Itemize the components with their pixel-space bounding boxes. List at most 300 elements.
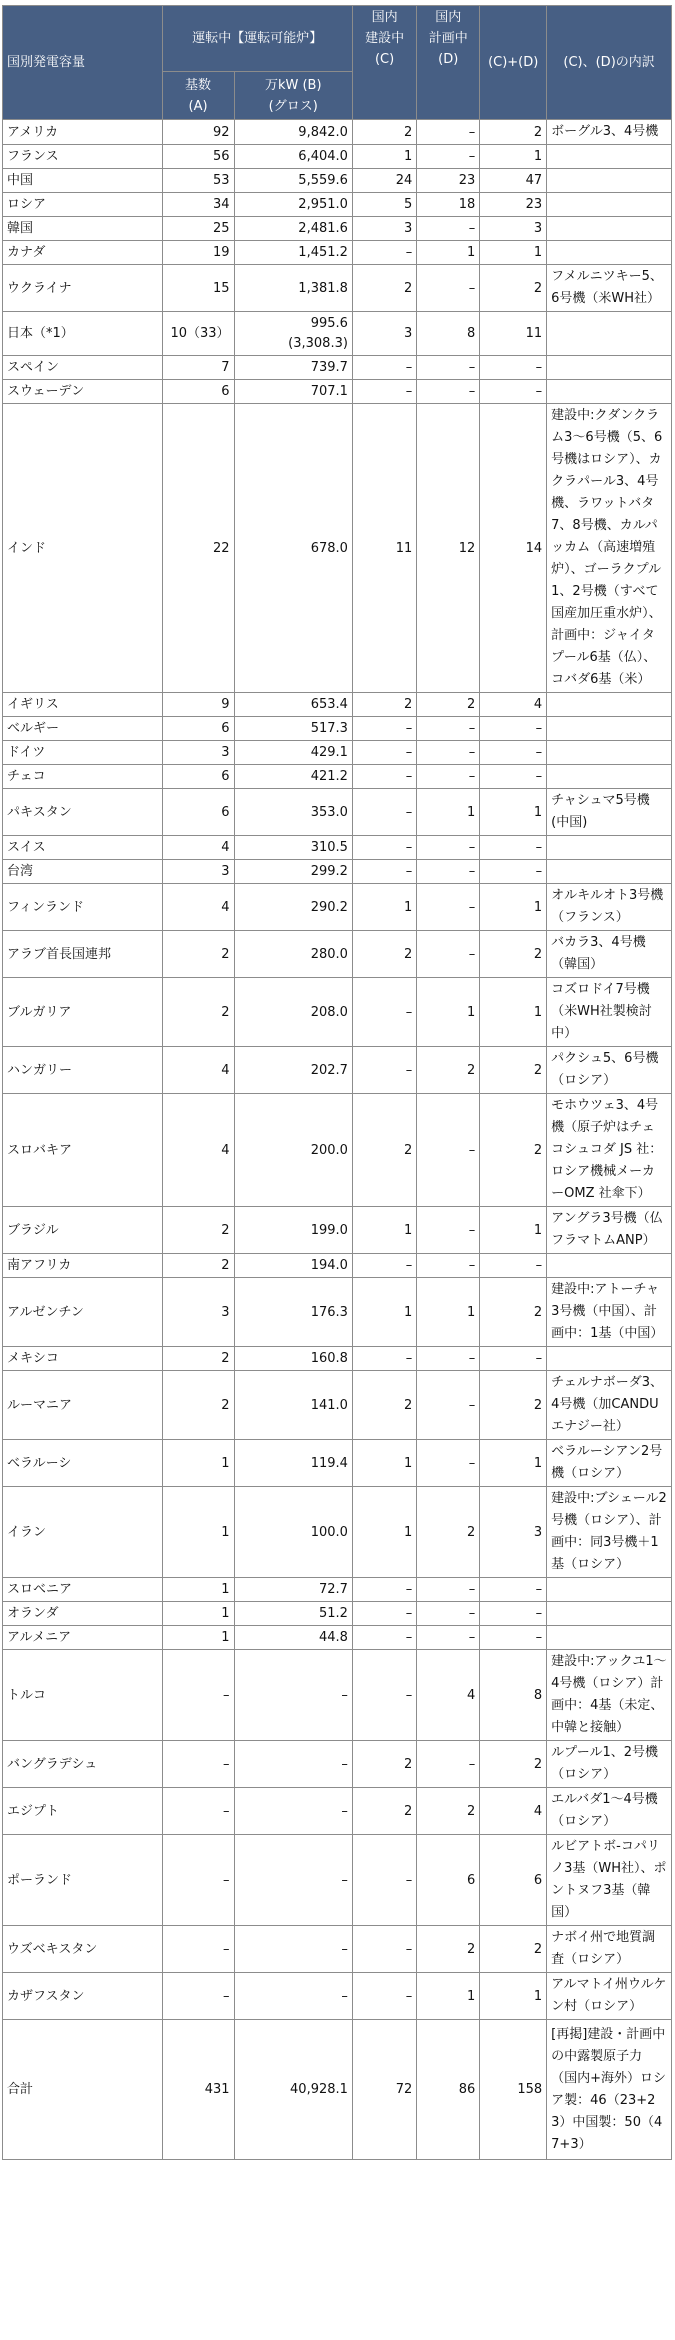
sum-cell: –	[480, 1602, 547, 1626]
planned-cell: –	[417, 860, 480, 884]
detail-cell: オルキルオト3号機（フランス）	[547, 884, 672, 931]
sum-cell: –	[480, 1578, 547, 1602]
table-row	[3, 717, 672, 741]
sum-cell: 2	[480, 1047, 547, 1094]
sum-cell: 2	[480, 120, 547, 145]
header-country: 国別発電容量	[3, 6, 163, 120]
planned-cell: 2	[417, 1788, 480, 1835]
planned-cell: –	[417, 1207, 480, 1254]
units-cell: –	[162, 1788, 234, 1835]
units-cell: 4	[162, 884, 234, 931]
planned-cell: 4	[417, 1650, 480, 1741]
construction-cell: 2	[352, 1094, 416, 1207]
units-cell: 431	[162, 2020, 234, 2160]
country-cell: ブラジル	[3, 1207, 163, 1254]
table-row	[3, 1487, 672, 1578]
header-sum: (C)+(D)	[480, 6, 547, 120]
detail-cell	[547, 217, 672, 241]
planned-cell: –	[417, 145, 480, 169]
units-cell: 1	[162, 1578, 234, 1602]
planned-cell: 1	[417, 241, 480, 265]
table-body	[3, 120, 672, 2160]
planned-cell: –	[417, 1578, 480, 1602]
country-cell: ルーマニア	[3, 1371, 163, 1440]
detail-cell	[547, 241, 672, 265]
capacity-cell: 40,928.1	[234, 2020, 352, 2160]
detail-cell: コズロドイ7号機（米WH社製検討中）	[547, 978, 672, 1047]
construction-cell: 2	[352, 120, 416, 145]
sum-cell: 1	[480, 241, 547, 265]
sum-cell: 1	[480, 1440, 547, 1487]
capacity-cell: 290.2	[234, 884, 352, 931]
capacity-cell: 429.1	[234, 741, 352, 765]
units-cell: 4	[162, 836, 234, 860]
detail-cell	[547, 1602, 672, 1626]
units-cell: 25	[162, 217, 234, 241]
capacity-cell: 517.3	[234, 717, 352, 741]
planned-cell: 8	[417, 312, 480, 356]
country-cell: エジプト	[3, 1788, 163, 1835]
capacity-cell: 2,951.0	[234, 193, 352, 217]
capacity-cell: 176.3	[234, 1278, 352, 1347]
sum-cell: 8	[480, 1650, 547, 1741]
planned-cell: –	[417, 741, 480, 765]
planned-cell: 2	[417, 693, 480, 717]
construction-cell: –	[352, 1254, 416, 1278]
capacity-cell: 1,381.8	[234, 265, 352, 312]
sum-cell: 1	[480, 789, 547, 836]
table-row	[3, 693, 672, 717]
units-cell: –	[162, 1741, 234, 1788]
capacity-cell: 310.5	[234, 836, 352, 860]
sum-cell: 2	[480, 265, 547, 312]
planned-cell: –	[417, 717, 480, 741]
table-row	[3, 120, 672, 145]
table-row	[3, 978, 672, 1047]
construction-cell: 1	[352, 1487, 416, 1578]
capacity-cell: –	[234, 1973, 352, 2020]
units-cell: 3	[162, 1278, 234, 1347]
country-cell: スロバキア	[3, 1094, 163, 1207]
table-row	[3, 931, 672, 978]
detail-cell	[547, 169, 672, 193]
table-row	[3, 860, 672, 884]
units-cell: 34	[162, 193, 234, 217]
detail-cell: ルビアトボ-コパリノ3基（WH社）、ポントヌフ3基（韓国）	[547, 1835, 672, 1926]
sum-cell: 47	[480, 169, 547, 193]
construction-cell: 2	[352, 931, 416, 978]
sum-cell: –	[480, 1347, 547, 1371]
planned-cell: –	[417, 356, 480, 380]
detail-cell: チェルナボーダ3、4号機（加CANDUエナジー社）	[547, 1371, 672, 1440]
units-cell: 1	[162, 1487, 234, 1578]
units-cell: 6	[162, 765, 234, 789]
construction-cell: –	[352, 741, 416, 765]
planned-cell: 2	[417, 1047, 480, 1094]
construction-cell: 1	[352, 1440, 416, 1487]
planned-cell: –	[417, 120, 480, 145]
units-cell: 4	[162, 1047, 234, 1094]
capacity-cell: 739.7	[234, 356, 352, 380]
planned-cell: –	[417, 1347, 480, 1371]
units-cell: 6	[162, 717, 234, 741]
sum-cell: –	[480, 380, 547, 404]
planned-cell: 23	[417, 169, 480, 193]
detail-cell: チャシュマ5号機(中国)	[547, 789, 672, 836]
construction-cell: 24	[352, 169, 416, 193]
header-planned: 国内 計画中 (D)	[417, 6, 480, 120]
detail-cell	[547, 193, 672, 217]
construction-cell: 2	[352, 265, 416, 312]
units-cell: 22	[162, 404, 234, 693]
detail-cell: 建設中:アトーチャ3号機（中国）、計画中：1基（中国）	[547, 1278, 672, 1347]
table-row	[3, 241, 672, 265]
table-row	[3, 193, 672, 217]
table-row	[3, 312, 672, 356]
detail-cell: モホウツェ3、4号機（原子炉はチェコシュコダ JS 社：ロシア機械メーカーOMZ 社傘下）	[547, 1094, 672, 1207]
header-units: 基数 (A)	[162, 72, 234, 120]
construction-cell: 1	[352, 1278, 416, 1347]
sum-cell: –	[480, 765, 547, 789]
construction-cell: –	[352, 241, 416, 265]
capacity-cell: 44.8	[234, 1626, 352, 1650]
table-row	[3, 1047, 672, 1094]
country-cell: フィンランド	[3, 884, 163, 931]
sum-cell: 1	[480, 145, 547, 169]
table-row	[3, 1926, 672, 1973]
country-cell: ロシア	[3, 193, 163, 217]
units-cell: 56	[162, 145, 234, 169]
country-cell: ウズベキスタン	[3, 1926, 163, 1973]
units-cell: 2	[162, 931, 234, 978]
country-cell: アメリカ	[3, 120, 163, 145]
planned-cell: 18	[417, 193, 480, 217]
detail-cell	[547, 860, 672, 884]
construction-cell: –	[352, 1973, 416, 2020]
capacity-cell: 200.0	[234, 1094, 352, 1207]
construction-cell: –	[352, 1650, 416, 1741]
table-row	[3, 789, 672, 836]
sum-cell: 11	[480, 312, 547, 356]
construction-cell: –	[352, 836, 416, 860]
table-row	[3, 1578, 672, 1602]
country-cell: オランダ	[3, 1602, 163, 1626]
table-row	[3, 1347, 672, 1371]
capacity-cell: 51.2	[234, 1602, 352, 1626]
detail-cell	[547, 145, 672, 169]
sum-cell: 2	[480, 1926, 547, 1973]
units-cell: 2	[162, 1347, 234, 1371]
construction-cell: 3	[352, 312, 416, 356]
planned-cell: 2	[417, 1487, 480, 1578]
planned-cell: –	[417, 1602, 480, 1626]
detail-cell: 建設中:アックユ1～4号機（ロシア）計画中：4基（未定、中韓と接触）	[547, 1650, 672, 1741]
construction-cell: –	[352, 1347, 416, 1371]
construction-cell: –	[352, 860, 416, 884]
units-cell: 10（33）	[162, 312, 234, 356]
detail-cell: [再掲]建設・計画中の中露製原子力（国内+海外）ロシア製：46（23+23）中国製：50（47+3）	[547, 2020, 672, 2160]
capacity-cell: 72.7	[234, 1578, 352, 1602]
construction-cell: 2	[352, 1371, 416, 1440]
table-row	[3, 1626, 672, 1650]
units-cell: 2	[162, 978, 234, 1047]
construction-cell: –	[352, 765, 416, 789]
construction-cell: 5	[352, 193, 416, 217]
units-cell: –	[162, 1926, 234, 1973]
capacity-cell: 5,559.6	[234, 169, 352, 193]
detail-cell	[547, 741, 672, 765]
country-cell: フランス	[3, 145, 163, 169]
planned-cell: –	[417, 380, 480, 404]
detail-cell	[547, 1254, 672, 1278]
country-cell: メキシコ	[3, 1347, 163, 1371]
header-operating-group: 運転中【運転可能炉】	[162, 6, 352, 72]
capacity-cell: –	[234, 1835, 352, 1926]
planned-cell: 1	[417, 789, 480, 836]
capacity-cell: –	[234, 1926, 352, 1973]
sum-cell: 1	[480, 884, 547, 931]
sum-cell: –	[480, 1254, 547, 1278]
units-cell: –	[162, 1973, 234, 2020]
sum-cell: 2	[480, 1371, 547, 1440]
units-cell: –	[162, 1650, 234, 1741]
planned-cell: 2	[417, 1926, 480, 1973]
table-row	[3, 836, 672, 860]
construction-cell: –	[352, 1835, 416, 1926]
detail-cell: エルバダ1～4号機（ロシア）	[547, 1788, 672, 1835]
country-cell: ベラルーシ	[3, 1440, 163, 1487]
capacity-cell: 6,404.0	[234, 145, 352, 169]
sum-cell: 1	[480, 978, 547, 1047]
units-cell: 15	[162, 265, 234, 312]
sum-cell: –	[480, 356, 547, 380]
capacity-cell: 421.2	[234, 765, 352, 789]
units-cell: 19	[162, 241, 234, 265]
detail-cell: ベラルーシアン2号機（ロシア）	[547, 1440, 672, 1487]
detail-cell: ナボイ州で地質調査（ロシア）	[547, 1926, 672, 1973]
sum-cell: 158	[480, 2020, 547, 2160]
sum-cell: 4	[480, 1788, 547, 1835]
capacity-cell: 707.1	[234, 380, 352, 404]
table-row	[3, 884, 672, 931]
detail-cell: アルマトイ州ウルケン村（ロシア）	[547, 1973, 672, 2020]
planned-cell: –	[417, 265, 480, 312]
table-row	[3, 1788, 672, 1835]
detail-cell: 建設中:クダンクラム3～6号機（5、6号機はロシア）、カクラパール3、4号機、ラワットバタ7、8号機、カルパッカム（高速増殖炉）、ゴーラクプル1、2号機（すべて国産加圧重水炉）、計画中：ジャイタプール6基（仏）、コバダ6基（米）	[547, 404, 672, 693]
country-cell: スペイン	[3, 356, 163, 380]
sum-cell: 23	[480, 193, 547, 217]
construction-cell: 3	[352, 217, 416, 241]
capacity-cell: 299.2	[234, 860, 352, 884]
planned-cell: 6	[417, 1835, 480, 1926]
country-cell: アラブ首長国連邦	[3, 931, 163, 978]
construction-cell: –	[352, 356, 416, 380]
detail-cell	[547, 693, 672, 717]
sum-cell: 6	[480, 1835, 547, 1926]
table-row	[3, 1602, 672, 1626]
table-row	[3, 1650, 672, 1741]
table-row	[3, 1278, 672, 1347]
planned-cell: –	[417, 884, 480, 931]
sum-cell: 2	[480, 1741, 547, 1788]
sum-cell: –	[480, 717, 547, 741]
country-cell: ウクライナ	[3, 265, 163, 312]
sum-cell: –	[480, 860, 547, 884]
units-cell: 53	[162, 169, 234, 193]
capacity-cell: 202.7	[234, 1047, 352, 1094]
table-row	[3, 217, 672, 241]
header-capacity: 万kW (B) (グロス)	[234, 72, 352, 120]
sum-cell: 2	[480, 1094, 547, 1207]
planned-cell: –	[417, 1626, 480, 1650]
units-cell: 1	[162, 1602, 234, 1626]
construction-cell: 72	[352, 2020, 416, 2160]
detail-cell	[547, 356, 672, 380]
sum-cell: 3	[480, 217, 547, 241]
capacity-cell: 199.0	[234, 1207, 352, 1254]
country-cell: スイス	[3, 836, 163, 860]
table-row	[3, 145, 672, 169]
table-row	[3, 1973, 672, 2020]
table-row	[3, 1440, 672, 1487]
capacity-cell: 141.0	[234, 1371, 352, 1440]
sum-cell: –	[480, 741, 547, 765]
country-cell: 中国	[3, 169, 163, 193]
sum-cell: –	[480, 836, 547, 860]
detail-cell: パクシュ5、6号機（ロシア）	[547, 1047, 672, 1094]
capacity-cell: –	[234, 1650, 352, 1741]
construction-cell: 1	[352, 145, 416, 169]
units-cell: 6	[162, 789, 234, 836]
capacity-cell: 100.0	[234, 1487, 352, 1578]
construction-cell: –	[352, 717, 416, 741]
construction-cell: –	[352, 978, 416, 1047]
sum-cell: 2	[480, 1278, 547, 1347]
country-cell: 台湾	[3, 860, 163, 884]
sum-cell: 3	[480, 1487, 547, 1578]
country-cell: 日本（*1）	[3, 312, 163, 356]
construction-cell: 2	[352, 1741, 416, 1788]
country-cell: ハンガリー	[3, 1047, 163, 1094]
detail-cell	[547, 717, 672, 741]
units-cell: 3	[162, 860, 234, 884]
capacity-cell: 353.0	[234, 789, 352, 836]
planned-cell: –	[417, 1254, 480, 1278]
units-cell: 2	[162, 1207, 234, 1254]
sum-cell: 2	[480, 931, 547, 978]
country-cell: カザフスタン	[3, 1973, 163, 2020]
construction-cell: –	[352, 1626, 416, 1650]
units-cell: 4	[162, 1094, 234, 1207]
construction-cell: –	[352, 1602, 416, 1626]
construction-cell: 2	[352, 1788, 416, 1835]
country-cell: ドイツ	[3, 741, 163, 765]
capacity-cell: 678.0	[234, 404, 352, 693]
detail-cell	[547, 1578, 672, 1602]
capacity-cell: 208.0	[234, 978, 352, 1047]
capacity-cell: –	[234, 1741, 352, 1788]
units-cell: 6	[162, 380, 234, 404]
capacity-cell: 9,842.0	[234, 120, 352, 145]
planned-cell: 1	[417, 1278, 480, 1347]
country-cell: インド	[3, 404, 163, 693]
units-cell: 92	[162, 120, 234, 145]
detail-cell	[547, 1347, 672, 1371]
planned-cell: –	[417, 765, 480, 789]
sum-cell: 1	[480, 1973, 547, 2020]
country-cell: ブルガリア	[3, 978, 163, 1047]
table-row	[3, 404, 672, 693]
planned-cell: –	[417, 1094, 480, 1207]
planned-cell: 1	[417, 978, 480, 1047]
capacity-cell: 280.0	[234, 931, 352, 978]
construction-cell: –	[352, 1578, 416, 1602]
construction-cell: 1	[352, 884, 416, 931]
country-cell: イラン	[3, 1487, 163, 1578]
sum-cell: 14	[480, 404, 547, 693]
capacity-cell: 119.4	[234, 1440, 352, 1487]
capacity-cell: 194.0	[234, 1254, 352, 1278]
sum-cell: 4	[480, 693, 547, 717]
construction-cell: 11	[352, 404, 416, 693]
table-row	[3, 1254, 672, 1278]
sum-cell: 1	[480, 1207, 547, 1254]
capacity-cell: 653.4	[234, 693, 352, 717]
construction-cell: –	[352, 1926, 416, 1973]
units-cell: 3	[162, 741, 234, 765]
capacity-cell: –	[234, 1788, 352, 1835]
detail-cell: フメルニツキー5、6号機（米WH社）	[547, 265, 672, 312]
planned-cell: –	[417, 1741, 480, 1788]
table-row	[3, 741, 672, 765]
planned-cell: –	[417, 217, 480, 241]
table-row	[3, 1741, 672, 1788]
construction-cell: –	[352, 789, 416, 836]
units-cell: 9	[162, 693, 234, 717]
construction-cell: 2	[352, 693, 416, 717]
capacity-cell: 1,451.2	[234, 241, 352, 265]
country-cell: スウェーデン	[3, 380, 163, 404]
sum-cell: –	[480, 1626, 547, 1650]
country-cell: イギリス	[3, 693, 163, 717]
country-cell: カナダ	[3, 241, 163, 265]
country-cell: バングラデシュ	[3, 1741, 163, 1788]
construction-cell: 1	[352, 1207, 416, 1254]
planned-cell: 12	[417, 404, 480, 693]
country-cell: アルメニア	[3, 1626, 163, 1650]
units-cell: 1	[162, 1440, 234, 1487]
detail-cell: ルプール1、2号機（ロシア）	[547, 1741, 672, 1788]
table-row	[3, 1835, 672, 1926]
country-cell: ベルギー	[3, 717, 163, 741]
country-cell: パキスタン	[3, 789, 163, 836]
table-row	[3, 265, 672, 312]
planned-cell: 86	[417, 2020, 480, 2160]
capacity-cell: 995.6 (3,308.3)	[234, 312, 352, 356]
planned-cell: –	[417, 1440, 480, 1487]
planned-cell: 1	[417, 1973, 480, 2020]
country-cell: チェコ	[3, 765, 163, 789]
table-row	[3, 2020, 672, 2160]
construction-cell: –	[352, 1047, 416, 1094]
detail-cell: アングラ3号機（仏フラマトムANP）	[547, 1207, 672, 1254]
country-cell: トルコ	[3, 1650, 163, 1741]
units-cell: 7	[162, 356, 234, 380]
construction-cell: –	[352, 380, 416, 404]
table-row	[3, 765, 672, 789]
planned-cell: –	[417, 1371, 480, 1440]
country-cell: 合計	[3, 2020, 163, 2160]
